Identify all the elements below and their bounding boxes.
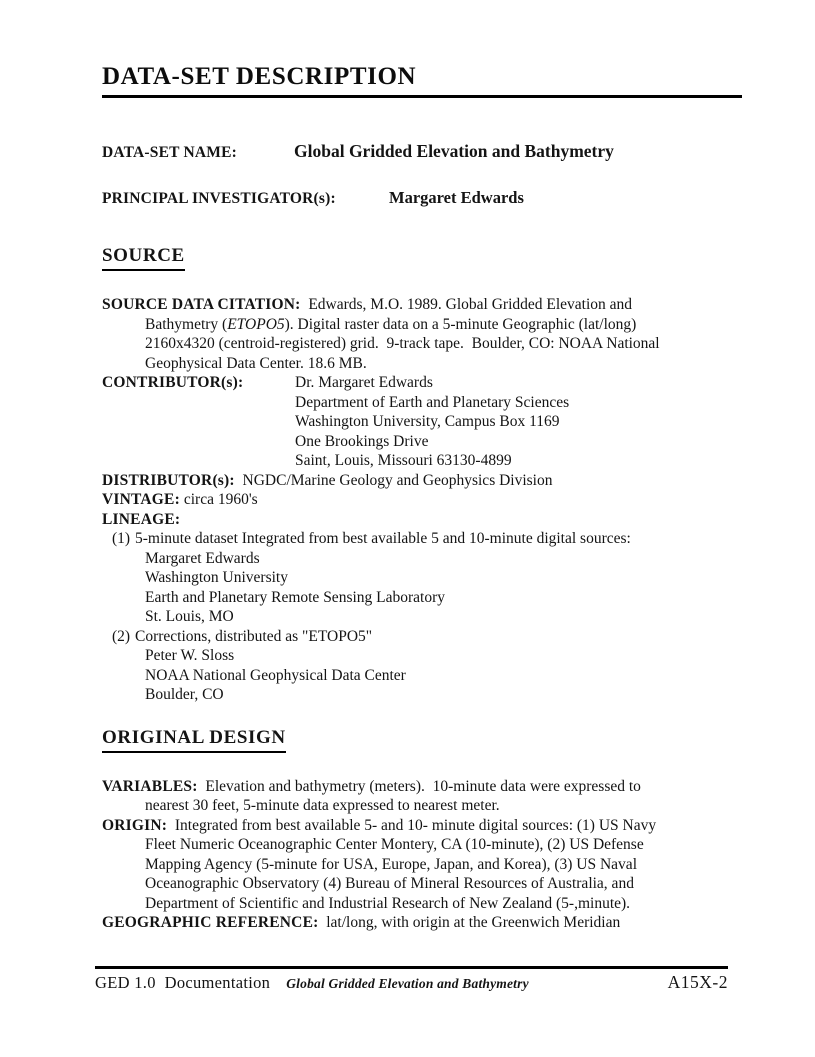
lineage-label: LINEAGE: — [102, 510, 181, 528]
geographic-reference-row — [102, 913, 742, 933]
distributor-value: NGDC/Marine Geology and Geophysics Division — [234, 471, 553, 489]
vintage-row — [102, 490, 742, 510]
principal-investigator-value: Margaret Edwards — [389, 187, 524, 207]
lineage-item-2 — [102, 627, 742, 705]
origin-line-5: Department of Scientific and Industrial Research of New Zealand (5-,minute). — [145, 894, 631, 912]
origin-line-1: ORIGIN: Integrated from best available 5- and 10- minute digital sources: (1) US Navy — [102, 816, 657, 834]
lineage-item-2-line: Boulder, CO — [145, 686, 224, 703]
vintage-value: circa 1960's — [179, 491, 258, 508]
lineage-item-1-line: Margaret Edwards — [145, 549, 260, 567]
variables-line-2: nearest 30 feet, 5-minute data expressed to nearest meter. — [145, 797, 500, 814]
variables-label: VARIABLES: — [102, 777, 198, 795]
principal-investigator-label: PRINCIPAL INVESTIGATOR(s): — [102, 189, 336, 207]
contributor-block — [102, 373, 742, 471]
variables-line-1: VARIABLES: Elevation and bathymetry (meters). 10-minute data were expressed to — [102, 777, 641, 795]
lineage-item-1-number: (1) — [112, 530, 131, 547]
header-fields — [102, 142, 742, 208]
source-section-heading: SOURCE — [102, 244, 742, 271]
page-footer — [95, 966, 728, 994]
principal-investigator-row — [102, 188, 742, 209]
lineage-item-2-head — [102, 627, 742, 647]
citation-label: SOURCE DATA CITATION: — [102, 296, 301, 313]
geographic-reference-value: lat/long, with origin at the Greenwich Meridian — [318, 914, 621, 931]
citation-etopo5-italic: ETOPO5 — [227, 315, 285, 333]
contributor-line: Washington University, Campus Box 1169 — [295, 413, 560, 430]
lineage-item-1-line: St. Louis, MO — [145, 608, 234, 625]
contributor-lines — [295, 373, 742, 471]
citation-line-3: 2160x4320 (centroid-registered) grid. 9-track tape. Boulder, CO: NOAA National — [145, 335, 660, 352]
distributor-label: DISTRIBUTOR(s): — [102, 471, 235, 489]
origin-paragraph — [102, 816, 742, 914]
variables-paragraph — [102, 777, 742, 816]
lineage-item-2-text: Corrections, distributed as "ETOPO5" — [135, 627, 373, 645]
lineage-item-1 — [102, 529, 742, 627]
source-data-citation — [102, 295, 742, 373]
lineage-item-2-number: (2) — [112, 627, 131, 645]
lineage-item-1-line: Washington University — [145, 569, 288, 586]
contributor-line: Dr. Margaret Edwards — [295, 374, 433, 391]
lineage-item-1-head — [102, 529, 742, 549]
original-design-section-heading: ORIGINAL DESIGN — [102, 726, 742, 753]
contributor-label: CONTRIBUTOR(s): — [102, 374, 244, 391]
footer-doc-label: GED 1.0 Documentation — [95, 973, 271, 992]
origin-line-3: Mapping Agency (5-minute for USA, Europe, Japan, and Korea), (3) US Naval — [145, 855, 637, 873]
citation-line-2: Bathymetry (ETOPO5). Digital raster data on a 5-minute Geographic (lat/long) — [145, 315, 637, 333]
contributor-line: Saint, Louis, Missouri 63130-4899 — [295, 452, 512, 469]
origin-label: ORIGIN: — [102, 816, 168, 834]
dataset-name-label: DATA-SET NAME: — [102, 144, 237, 161]
geographic-reference-label: GEOGRAPHIC REFERENCE: — [102, 914, 319, 931]
origin-line-2: Fleet Numeric Oceanographic Center Montery, CA (10-minute), (2) US Defense — [145, 836, 644, 853]
dataset-name-value: Global Gridded Elevation and Bathymetry — [294, 141, 614, 161]
citation-line-4: Geophysical Data Center. 18.6 MB. — [145, 354, 367, 372]
lineage-item-2-line: NOAA National Geophysical Data Center — [145, 666, 406, 684]
dataset-name-row — [102, 142, 742, 163]
distributor-row — [102, 471, 742, 491]
lineage-item-1-line: Earth and Planetary Remote Sensing Laboratory — [145, 588, 446, 606]
lineage-label-row — [102, 510, 742, 530]
page-title: DATA-SET DESCRIPTION — [102, 63, 417, 90]
citation-line-1: SOURCE DATA CITATION: Edwards, M.O. 1989. Global Gridded Elevation and — [102, 296, 633, 313]
contributor-line: One Brookings Drive — [295, 432, 429, 450]
footer-doc-title: Global Gridded Elevation and Bathymetry — [286, 976, 529, 991]
lineage-item-1-text: 5-minute dataset Integrated from best available 5 and 10-minute digital sources: — [135, 530, 631, 547]
vintage-label: VINTAGE: — [102, 491, 180, 508]
origin-line-4: Oceanographic Observatory (4) Bureau of Mineral Resources of Australia, and — [145, 875, 634, 892]
lineage-item-2-line: Peter W. Sloss — [145, 647, 235, 664]
footer-page-number: A15X-2 — [667, 972, 728, 992]
contributor-line: Department of Earth and Planetary Sciences — [295, 393, 570, 411]
title-underline-rule — [102, 95, 742, 98]
